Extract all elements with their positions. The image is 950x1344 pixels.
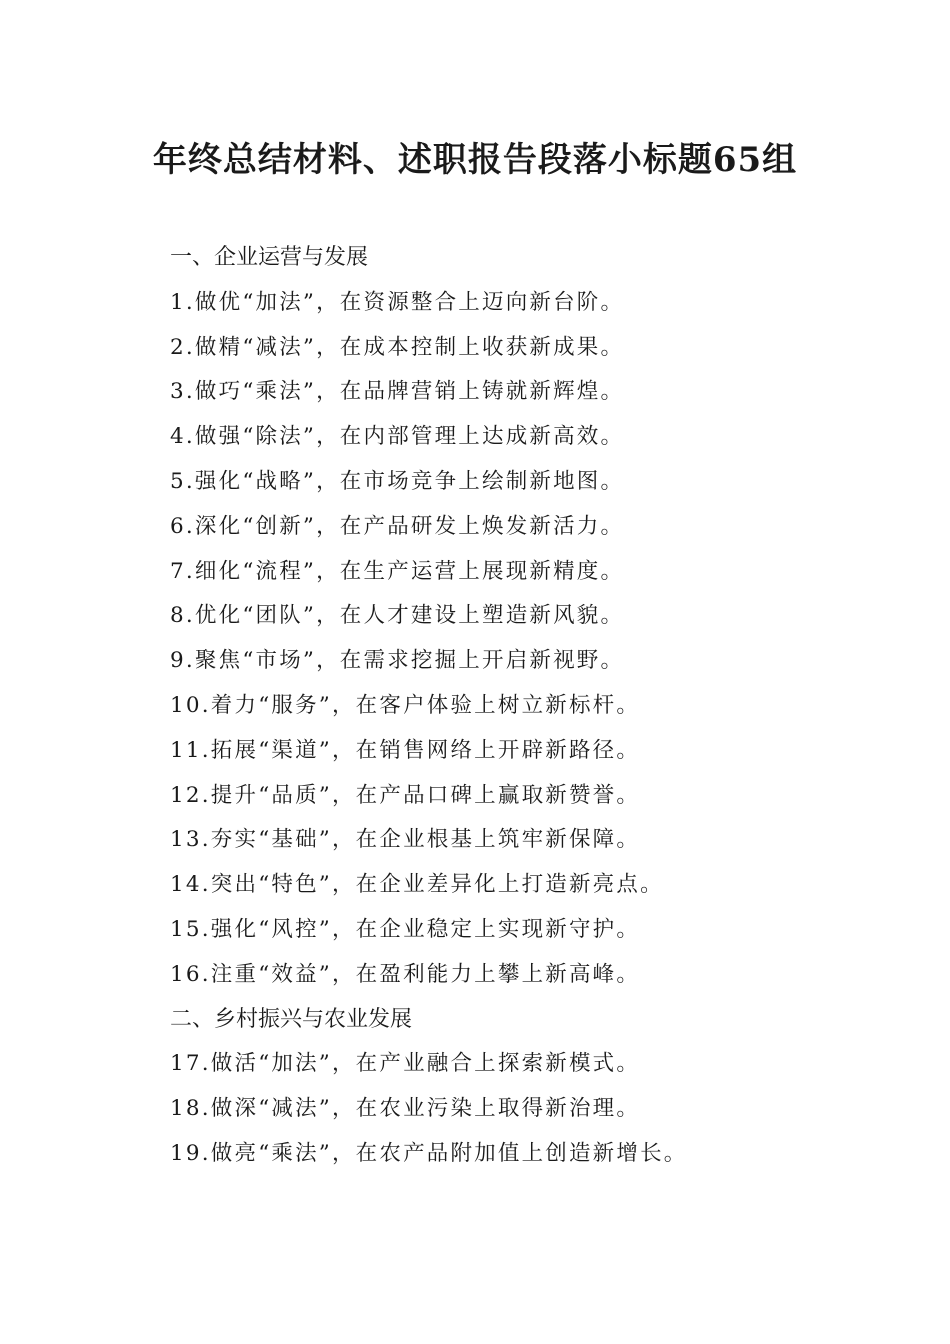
list-item: 9.聚焦“市场”，在需求挖掘上开启新视野。: [170, 648, 625, 674]
list-item: 10.着力“服务”，在客户体验上树立新标杆。: [170, 692, 641, 718]
document-body: [170, 236, 890, 1177]
list-item: 3.做巧“乘法”，在品牌营销上铸就新辉煌。: [170, 379, 625, 405]
list-item: 14.突出“特色”，在企业差异化上打造新亮点。: [170, 872, 664, 898]
document-title: 年终总结材料、述职报告段落小标题65组: [152, 140, 798, 180]
list-item: 6.深化“创新”，在产品研发上焕发新活力。: [170, 513, 625, 539]
section-heading: 一、企业运营与发展: [170, 245, 369, 270]
list-item: 1.做优“加法”，在资源整合上迈向新台阶。: [170, 289, 625, 315]
list-item: 4.做强“除法”，在内部管理上达成新高效。: [170, 424, 625, 450]
list-item: 12.提升“品质”，在产品口碑上赢取新赞誉。: [170, 782, 641, 808]
list-item: 19.做亮“乘法”，在农产品附加值上创造新增长。: [170, 1140, 688, 1166]
list-item: 5.强化“战略”，在市场竞争上绘制新地图。: [170, 468, 625, 494]
list-item: 17.做活“加法”，在产业融合上探索新模式。: [170, 1051, 641, 1077]
list-item: 7.细化“流程”，在生产运营上展现新精度。: [170, 558, 625, 584]
list-item: 11.拓展“渠道”，在销售网络上开辟新路径。: [170, 737, 641, 763]
list-item: 8.优化“团队”，在人才建设上塑造新风貌。: [170, 603, 625, 629]
list-item: 16.注重“效益”，在盈利能力上攀上新高峰。: [170, 961, 641, 987]
list-item: 15.强化“风控”，在企业稳定上实现新守护。: [170, 916, 641, 942]
list-item: 13.夯实“基础”，在企业根基上筑牢新保障。: [170, 827, 641, 853]
list-item: 2.做精“减法”，在成本控制上收获新成果。: [170, 334, 625, 360]
list-item: 18.做深“减法”，在农业污染上取得新治理。: [170, 1096, 641, 1122]
section-heading: 二、乡村振兴与农业发展: [170, 1006, 413, 1032]
